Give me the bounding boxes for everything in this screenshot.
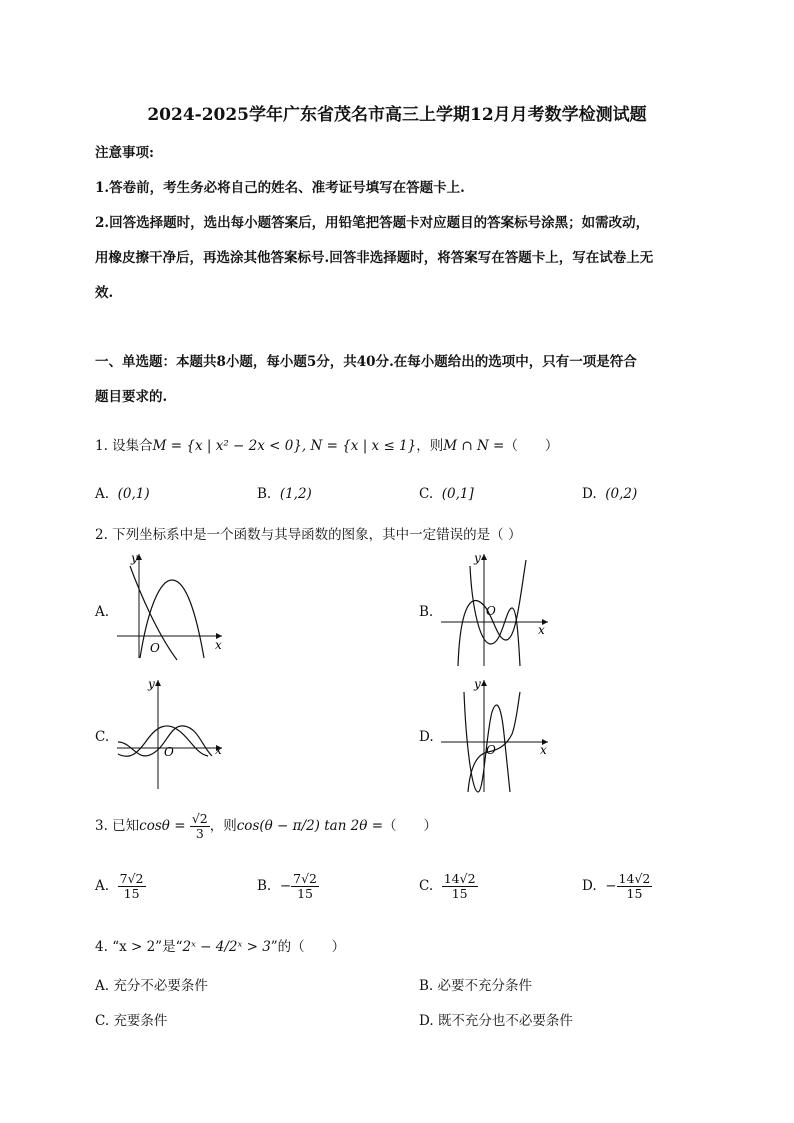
q1-option-b[interactable]: B. (1,2) xyxy=(257,486,312,502)
q3-number: 3. 已知 xyxy=(95,817,140,834)
q1-expr: M ∩ N = xyxy=(443,438,505,454)
svg-text:x: x xyxy=(538,623,545,637)
q1-paren: （ ） xyxy=(504,438,559,454)
svg-text:x: x xyxy=(215,743,222,757)
notes-title: 注意事项: xyxy=(95,145,154,161)
section-header-cont: 题目要求的. xyxy=(95,389,168,405)
axis-y-label: y xyxy=(131,551,138,565)
svg-text:O: O xyxy=(486,604,496,618)
q1-option-a[interactable]: A. (0,1) xyxy=(95,486,150,502)
question-2: 2. 下列坐标系中是一个函数与其导函数的图象，其中一定错误的是（ ） xyxy=(95,527,522,543)
q1-option-d[interactable]: D. (0,2) xyxy=(582,486,638,502)
q2-graph-d xyxy=(436,674,556,799)
q1-tail: ，则 xyxy=(416,438,444,454)
svg-text:y: y xyxy=(474,677,481,691)
svg-text:y: y xyxy=(474,551,481,565)
section-header: 一、单选题：本题共8小题，每小题5分，共40分.在每小题给出的选项中，只有一项是符合 xyxy=(95,354,637,370)
page-title: 2024-2025学年广东省茂名市高三上学期12月月考数学检测试题 xyxy=(147,105,647,125)
q2-graph-a xyxy=(112,548,232,663)
svg-text:y: y xyxy=(148,677,155,691)
q3-option-c[interactable]: C. $\frac{14√2}{15}$ xyxy=(419,871,476,901)
q1-set-n: , N = {x | x ≤ 1} xyxy=(301,438,417,454)
q1-number: 1. 设集合 xyxy=(95,438,153,454)
q2-graph-b xyxy=(436,548,556,673)
origin-label: O xyxy=(150,641,160,655)
question-3: 3. 已知cosθ = $\frac{√2}{3}$ ，则cos(θ − π/2) tan 2θ =（ ） xyxy=(95,811,438,841)
note-2: 2.回答选择题时，选出每小题答案后，用铅笔把答题卡对应题目的答案标号涂黑；如需改动， xyxy=(95,215,650,231)
q3-fraction: $\frac{√2}{3}$ xyxy=(191,811,208,841)
q4-option-c[interactable]: C. 充要条件 xyxy=(95,1013,168,1029)
q4-option-b[interactable]: B. 必要不充分条件 xyxy=(419,978,533,994)
q3-option-d[interactable]: D. − $\frac{14√2}{15}$ xyxy=(582,871,651,901)
q1-set-m: M = {x | x² − 2x < 0} xyxy=(152,438,302,454)
q4-option-d[interactable]: D. 既不充分也不必要条件 xyxy=(419,1013,573,1029)
svg-text:O: O xyxy=(486,743,496,757)
q4-option-a[interactable]: A. 充分不必要条件 xyxy=(95,978,208,994)
q1-option-c[interactable]: C. (0,1] xyxy=(419,486,474,502)
q2-graph-c xyxy=(112,674,232,794)
q2-option-a[interactable]: A. xyxy=(95,604,110,620)
svg-text:O: O xyxy=(164,745,174,759)
axis-x-label: x xyxy=(215,638,222,652)
q2-option-c[interactable]: C. xyxy=(95,729,110,745)
q3-expr: cos(θ − π/2) tan 2θ = xyxy=(236,817,384,834)
question-1 xyxy=(95,434,558,454)
question-4: 4. “x > 2”是“2ˣ − 4/2ˣ > 3”的（ ） xyxy=(95,939,346,955)
note-2-end: 效. xyxy=(95,285,114,301)
note-2-cont: 用橡皮擦干净后，再选涂其他答案标号.回答非选择题时，将答案写在答题卡上，写在试卷上无 xyxy=(95,250,654,266)
q3-option-b[interactable]: B. − $\frac{7√2}{15}$ xyxy=(257,871,317,901)
q3-option-a[interactable]: A. $\frac{7√2}{15}$ xyxy=(95,871,144,901)
note-1: 1.答卷前，考生务必将自己的姓名、准考证号填写在答题卡上. xyxy=(95,180,465,196)
q2-option-b[interactable]: B. xyxy=(419,604,434,620)
svg-text:x: x xyxy=(540,743,547,757)
q2-option-d[interactable]: D. xyxy=(419,729,434,745)
